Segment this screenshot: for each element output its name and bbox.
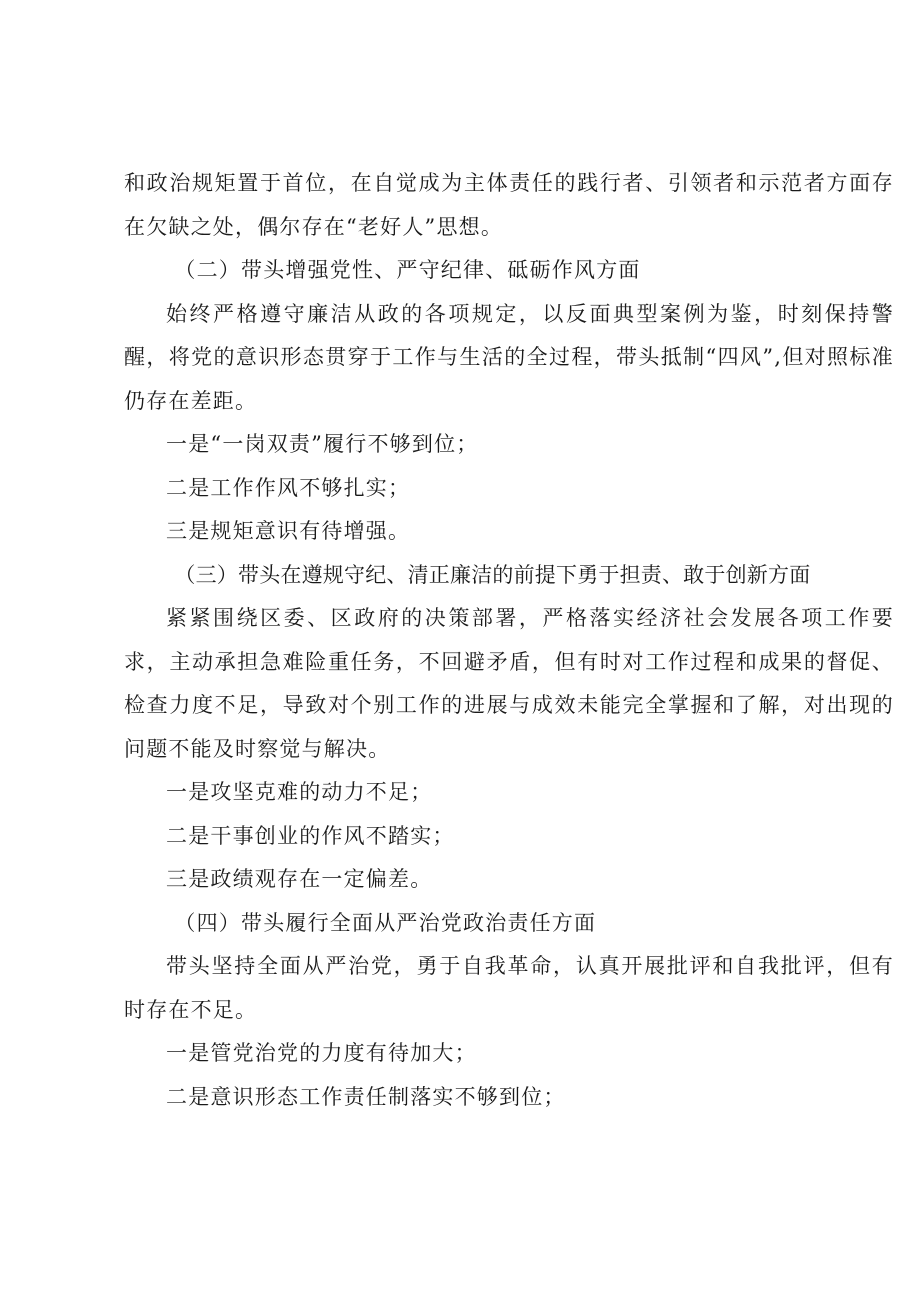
paragraph: 带头坚持全面从严治党，勇于自我革命，认真开展批评和自我批评，但有时存在不足。 — [124, 954, 894, 1022]
paragraph: 始终严格遵守廉洁从政的各项规定，以反面典型案例为鉴，时刻保持警醒，将党的意识形态贯穿于工作与生活的全过程，带头抵制“四风”,但对照标准仍存在差距。 — [124, 301, 894, 413]
list-item: 一是“一岗双责”履行不够到位； — [166, 432, 479, 456]
document-body — [124, 162, 894, 1119]
section-heading-2: （二）带头增强党性、严守纪律、砥砺作风方面 — [174, 258, 641, 282]
list-item: 二是意识形态工作责任制落实不够到位； — [166, 1084, 566, 1109]
list-item: 二是干事创业的作风不踏实； — [166, 823, 455, 848]
paragraph: 和政治规矩置于首位，在自觉成为主体责任的践行者、引领者和示范者方面存在欠缺之处，偶尔存在“老好人”思想。 — [124, 171, 894, 239]
list-item: 三是政绩观存在一定偏差。 — [166, 867, 433, 891]
list-item: 一是攻坚克难的动力不足； — [166, 780, 433, 804]
paragraph: 紧紧围绕区委、区政府的决策部署，严格落实经济社会发展各项工作要求，主动承担急难险重任务，不回避矛盾，但有时对工作过程和成果的督促、检查力度不足，导致对个别工作的进展与成效未能完全掌握和了解，对出现的问题不能及时察觉与解决。 — [124, 606, 894, 761]
list-item: 三是规矩意识有待增强。 — [166, 519, 411, 543]
section-heading-4: （四）带头履行全面从严治党政治责任方面 — [174, 910, 597, 935]
list-item: 一是管党治党的力度有待加大； — [166, 1041, 477, 1065]
list-item: 二是工作作风不够扎实； — [166, 475, 411, 500]
section-heading-3: （三）带头在遵规守纪、清正廉洁的前提下勇于担责、敢于创新方面 — [174, 562, 811, 587]
